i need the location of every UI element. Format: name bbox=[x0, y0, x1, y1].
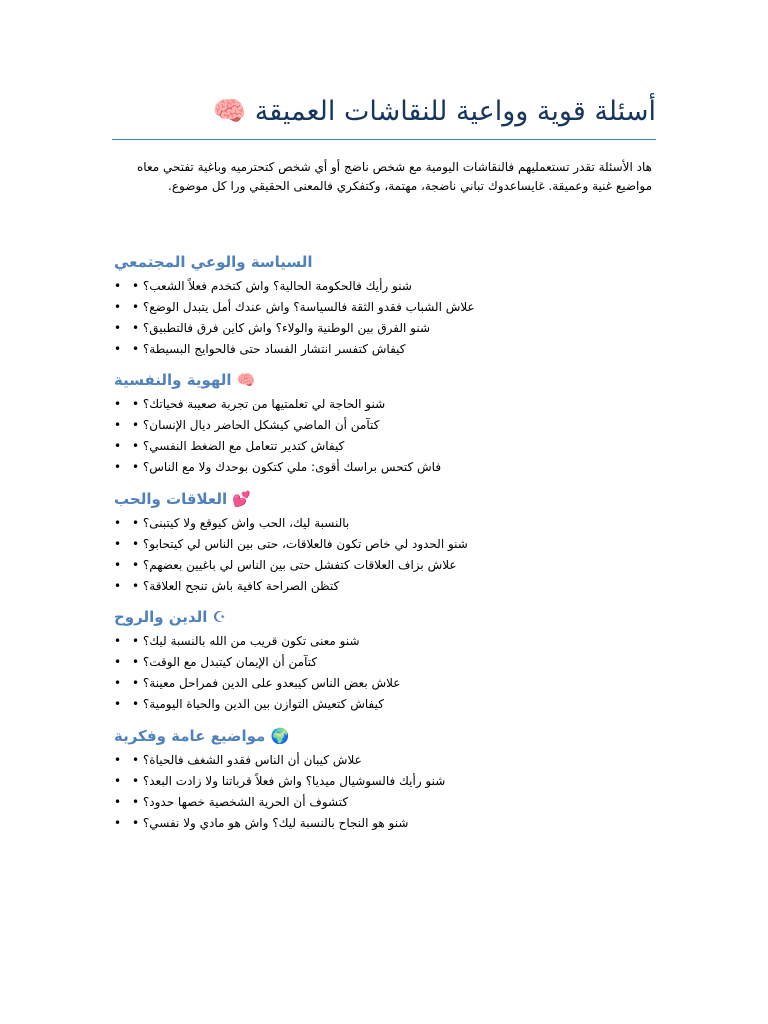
list-item bbox=[112, 673, 656, 694]
question-text: شنو هو النجاح بالنسبة ليك؟ واش هو مادي ولا نفسي؟ • bbox=[132, 816, 409, 830]
list-item bbox=[112, 513, 656, 534]
question-text: فاش كتحس براسك أقوى: ملي كتكون بوحدك ولا مع الناس؟ • bbox=[132, 460, 442, 474]
question-list bbox=[112, 276, 656, 360]
bullet-icon: • bbox=[114, 579, 122, 593]
question-list bbox=[112, 631, 656, 715]
crescent-icon: ☪ bbox=[212, 608, 227, 626]
bullet-icon: • bbox=[114, 439, 122, 453]
section-heading bbox=[112, 607, 656, 627]
list-item bbox=[112, 276, 656, 297]
section-heading bbox=[112, 252, 656, 272]
bullet-icon: • bbox=[114, 558, 122, 572]
list-item bbox=[112, 415, 656, 436]
question-text: بالنسبة ليك، الحب واش كيوقع ولا كيتبنى؟ • bbox=[132, 516, 350, 530]
list-item bbox=[112, 652, 656, 673]
section-heading bbox=[112, 489, 656, 509]
question-text: كتشوف أن الحرية الشخصية خصها حدود؟ • bbox=[132, 795, 349, 809]
list-item bbox=[112, 457, 656, 478]
title-underline bbox=[112, 139, 656, 140]
globe-icon: 🌍 bbox=[270, 727, 290, 745]
question-text: شنو الحدود لي خاص تكون فالعلاقات، حتى بين الناس لي كيتحابو؟ • bbox=[132, 537, 468, 551]
question-text: علاش بعض الناس كيبعدو على الدين فمراحل معينة؟ • bbox=[132, 676, 401, 690]
question-list bbox=[112, 394, 656, 478]
question-text: علاش كيبان أن الناس فقدو الشغف فالحياة؟ • bbox=[132, 753, 362, 767]
section-identity bbox=[112, 370, 656, 478]
bullet-icon: • bbox=[114, 397, 122, 411]
list-item bbox=[112, 436, 656, 457]
section-title: الهوية والنفسية bbox=[114, 371, 232, 389]
list-item bbox=[112, 750, 656, 771]
bullet-icon: • bbox=[114, 342, 122, 356]
question-text: شنو الحاجة لي تعلمتيها من تجربة صعيبة فحياتك؟ • bbox=[132, 397, 386, 411]
question-list bbox=[112, 513, 656, 597]
section-heading bbox=[112, 370, 656, 390]
question-list bbox=[112, 750, 656, 834]
bullet-icon: • bbox=[114, 418, 122, 432]
question-text: علاش الشباب فقدو الثقة فالسياسة؟ واش عندك أمل يتبدل الوضع؟ • bbox=[132, 300, 475, 314]
section-relationships bbox=[112, 489, 656, 597]
bullet-icon: • bbox=[114, 816, 122, 830]
bullet-icon: • bbox=[114, 795, 122, 809]
question-text: شنو رأيك فالسوشيال ميديا؟ واش فعلاً قرباتنا ولا زادت البعد؟ • bbox=[132, 774, 446, 788]
document-page bbox=[112, 0, 656, 1024]
intro-paragraph: هاد الأسئلة تقدر تستعمليهم فالنقاشات اليومية مع شخص ناضج أو أي شخص كتحترميه وباغية تفتحي معاه مواضيع غنية وعميقة. غايساعدوك تباني ناضجة، مهتمة، وكتفكري فالمعنى الحقيقي ورا كل موضوع. bbox=[137, 160, 652, 193]
bullet-icon: • bbox=[114, 753, 122, 767]
question-text: شنو معنى تكون قريب من الله بالنسبة ليك؟ • bbox=[132, 634, 360, 648]
section-title: العلاقات والحب bbox=[114, 490, 228, 508]
list-item bbox=[112, 771, 656, 792]
bullet-icon: • bbox=[114, 537, 122, 551]
section-general bbox=[112, 726, 656, 834]
list-item bbox=[112, 394, 656, 415]
bullet-icon: • bbox=[114, 774, 122, 788]
list-item bbox=[112, 576, 656, 597]
bullet-icon: • bbox=[114, 676, 122, 690]
bullet-icon: • bbox=[114, 516, 122, 530]
question-text: شنو الفرق بين الوطنية والولاء؟ واش كاين فرق فالتطبيق؟ • bbox=[132, 321, 431, 335]
bullet-icon: • bbox=[114, 634, 122, 648]
question-text: كتآمن أن الماضي كيشكل الحاضر ديال الإنسان؟ • bbox=[132, 418, 380, 432]
bullet-icon: • bbox=[114, 655, 122, 669]
list-item bbox=[112, 555, 656, 576]
list-item bbox=[112, 534, 656, 555]
question-text: كيفاش كتفسر انتشار الفساد حتى فالحوايج البسيطة؟ • bbox=[132, 342, 406, 356]
bullet-icon: • bbox=[114, 279, 122, 293]
list-item bbox=[112, 694, 656, 715]
brain-icon: 🧠 bbox=[236, 371, 256, 389]
section-title: الدين والروح bbox=[114, 608, 208, 626]
list-item bbox=[112, 297, 656, 318]
list-item bbox=[112, 813, 656, 834]
list-item bbox=[112, 631, 656, 652]
question-text: كتظن الصراحة كافية باش تنجح العلاقة؟ • bbox=[132, 579, 340, 593]
section-politics bbox=[112, 252, 656, 360]
section-title: مواضيع عامة وفكرية bbox=[114, 727, 266, 745]
question-text: كيفاش كتدير تتعامل مع الضغط النفسي؟ • bbox=[132, 439, 345, 453]
section-title: السياسة والوعي المجتمعي bbox=[114, 253, 313, 271]
list-item bbox=[112, 318, 656, 339]
bullet-icon: • bbox=[114, 460, 122, 474]
section-heading bbox=[112, 726, 656, 746]
list-item bbox=[112, 339, 656, 360]
question-text: كتآمن أن الإيمان كيتبدل مع الوقت؟ • bbox=[132, 655, 318, 669]
bullet-icon: • bbox=[114, 321, 122, 335]
hearts-icon: 💕 bbox=[232, 490, 252, 508]
question-text: كيفاش كتعيش التوازن بين الدين والحياة اليومية؟ • bbox=[132, 697, 384, 711]
bullet-icon: • bbox=[114, 300, 122, 314]
section-religion bbox=[112, 607, 656, 715]
bullet-icon: • bbox=[114, 697, 122, 711]
question-text: علاش بزاف العلاقات كتفشل حتى بين الناس لي باغيين بعضهم؟ • bbox=[132, 558, 457, 572]
question-text: شنو رأيك فالحكومة الحالية؟ واش كتخدم فعلاً الشعب؟ • bbox=[132, 279, 412, 293]
page-title: أسئلة قوية وواعية للنقاشات العميقة 🧠 bbox=[212, 96, 656, 127]
list-item bbox=[112, 792, 656, 813]
